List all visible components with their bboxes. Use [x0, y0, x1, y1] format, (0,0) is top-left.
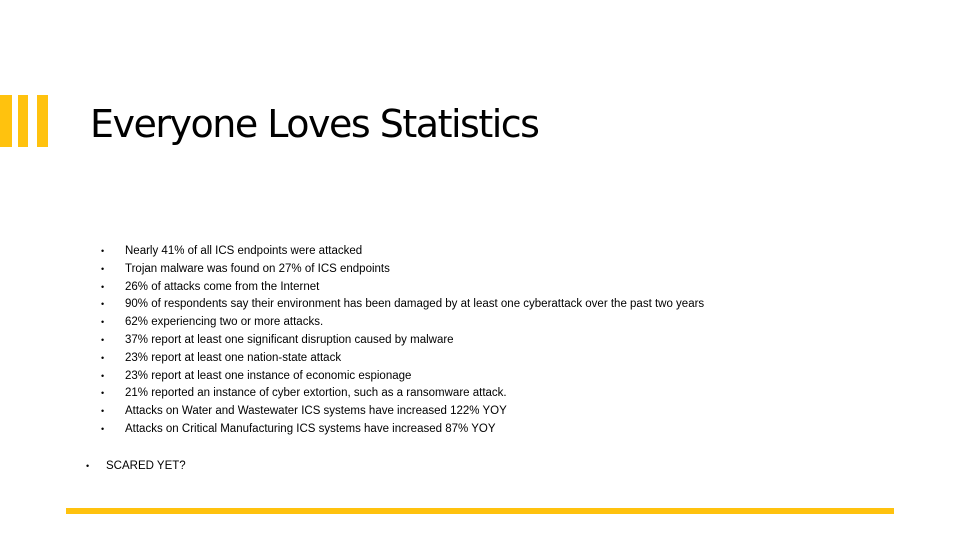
- list-item: [101, 296, 901, 314]
- bullet-icon: •: [101, 406, 105, 417]
- accent-bar: [37, 95, 48, 147]
- accent-bars: [0, 95, 60, 147]
- list-item: [101, 385, 901, 403]
- stat-text: Nearly 41% of all ICS endpoints were attacked: [125, 245, 363, 257]
- bullet-icon: •: [101, 388, 105, 399]
- list-item: [101, 403, 901, 421]
- accent-bar: [18, 95, 28, 147]
- list-item: [101, 261, 901, 279]
- bullet-icon: •: [101, 352, 105, 363]
- accent-bar: [0, 95, 12, 147]
- stat-text: 23% report at least one nation-state attack: [125, 351, 342, 364]
- list-item: [101, 279, 901, 297]
- list-item: [101, 368, 901, 386]
- stat-text: 62% experiencing two or more attacks.: [125, 316, 324, 329]
- slide-title: Everyone Loves Statistics: [90, 102, 539, 146]
- statistics-list: [101, 243, 901, 439]
- bullet-icon: •: [101, 334, 105, 345]
- closing-text: SCARED YET?: [106, 460, 186, 472]
- stat-text: Trojan malware was found on 27% of ICS endpoints: [125, 262, 390, 275]
- bullet-icon: •: [86, 461, 90, 471]
- stat-text: 23% report at least one instance of economic espionage: [125, 369, 412, 382]
- list-item: [101, 350, 901, 368]
- stat-text: 21% reported an instance of cyber extortion, such as a ransomware attack.: [125, 387, 507, 400]
- list-item: [101, 421, 901, 439]
- bullet-icon: •: [101, 281, 105, 292]
- bullet-icon: •: [101, 423, 105, 434]
- bullet-icon: •: [101, 370, 105, 381]
- stat-text: Attacks on Critical Manufacturing ICS systems have increased 87% YOY: [125, 422, 496, 435]
- stat-text: 26% of attacks come from the Internet: [125, 280, 320, 293]
- closing-list: [86, 457, 186, 475]
- list-item: [101, 243, 901, 261]
- bullet-icon: •: [101, 299, 105, 310]
- bottom-accent-rule: [66, 508, 894, 514]
- stat-text: 90% of respondents say their environment has been damaged by at least one cyberattack over the past two years: [125, 298, 705, 311]
- stat-text: 37% report at least one significant disruption caused by malware: [125, 333, 454, 346]
- stat-text: Attacks on Water and Wastewater ICS systems have increased 122% YOY: [125, 405, 507, 418]
- closing-line: [86, 457, 186, 475]
- bullet-icon: •: [101, 317, 105, 328]
- bullet-icon: •: [101, 246, 105, 256]
- list-item: [101, 314, 901, 332]
- list-item: [101, 332, 901, 350]
- bullet-icon: •: [101, 263, 105, 274]
